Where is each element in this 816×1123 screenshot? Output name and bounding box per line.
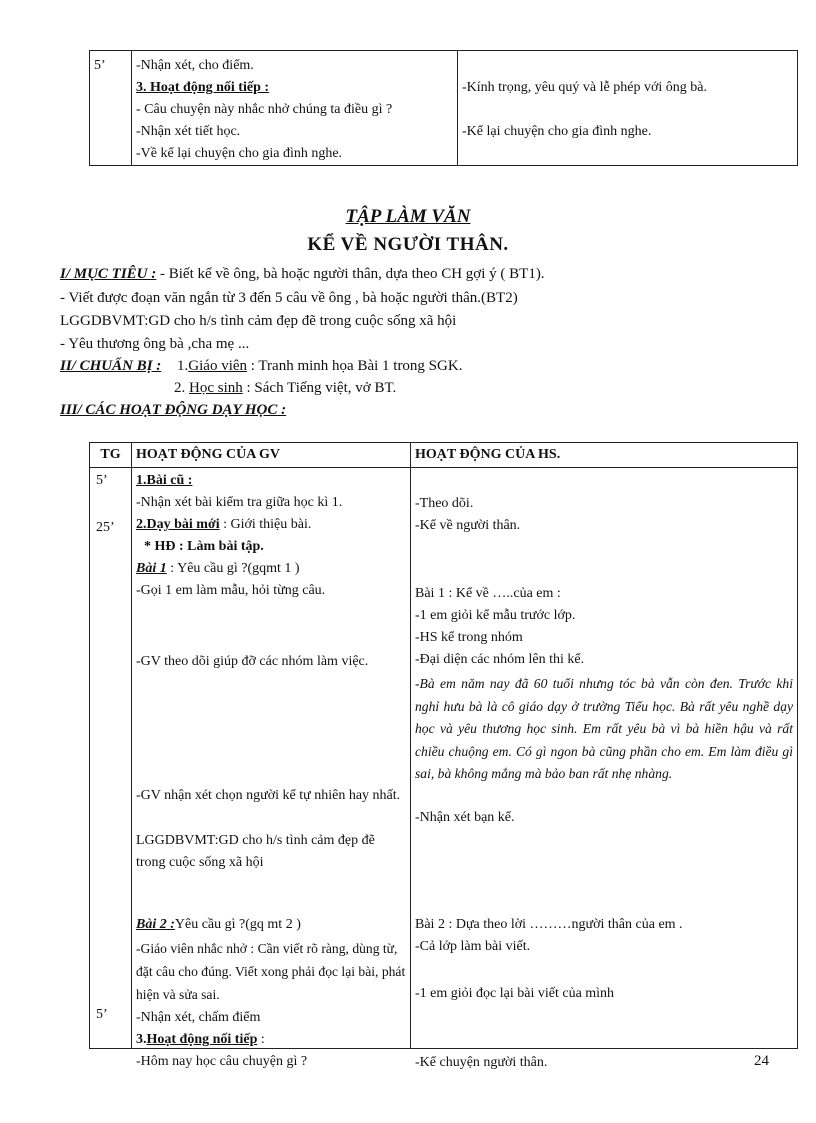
preparation-line-1 — [60, 358, 462, 375]
gv-line: -Nhận xét, cho điểm. — [136, 58, 254, 73]
gv-line: -Hôm nay học câu chuyện gì ? — [136, 1054, 308, 1069]
teacher-num: 1. — [177, 358, 189, 374]
header-tg: TG — [90, 443, 132, 468]
hs-story: -Kể chuyện người thân. — [415, 1055, 548, 1070]
tg-value: 5’ — [96, 1007, 108, 1022]
next-num: 3. — [136, 1032, 147, 1047]
hs-read: -1 em giỏi đọc lại bài viết của mình — [415, 986, 615, 1001]
gv-line: : Giới thiệu bài. — [219, 517, 312, 532]
gv-line: -Về kể lại chuyện cho gia đình nghe. — [136, 146, 343, 161]
gv-line: -Nhận xét bài kiểm tra giữa học kì 1. — [136, 495, 343, 510]
top-activity-table — [89, 50, 798, 166]
hs-sample-story: -Bà em năm nay đã 60 tuổi nhưng tóc bà vẫn còn đen. Trước khi nghỉ hưu bà là cô giáo dạy ở trường Tiểu học. Bà rất yêu nghề dạy học và yêu thương học sinh. Em rất yêu bà vì bà hiền hậu và rất chiều chuộng em. Có gì ngon bà cũng phần cho em. Em làm điều gì sai, bà không mắng mà bảo ban rất nhẹ nhàng. — [415, 676, 793, 781]
hs-line: -Kể về người thân. — [415, 518, 521, 533]
lesson-subject: TẬP LÀM VĂN — [345, 206, 471, 227]
objectives-line-3: LGGDBVMT:GD cho h/s tình cảm đẹp đẽ trong cuộc sống xã hội — [60, 313, 457, 329]
objectives-label: I/ MỤC TIÊU : — [60, 266, 157, 282]
top-hs-cell — [458, 51, 798, 166]
hs-line: -Kể lại chuyện cho gia đình nghe. — [462, 124, 652, 139]
header-hs: HOẠT ĐỘNG CỦA HS. — [411, 443, 798, 468]
hd-heading: * HĐ : Làm bài tập. — [144, 539, 264, 554]
preparation-label: II/ CHUẨN BỊ : — [60, 358, 162, 374]
objectives-line-1 — [60, 266, 545, 283]
gv-remind: -Giáo viên nhắc nhở : Cần viết rõ ràng, dùng từ, đặt câu cho đúng. Viết xong phải đọc lại bài, phát hiện và sửa sai. — [136, 941, 406, 1002]
hs-line: -Theo dõi. — [415, 496, 474, 511]
gv-lggd: LGGDBVMT:GD cho h/s tình cảm đẹp đẽ trong cuộc sống xã hội — [136, 833, 375, 870]
top-time-cell — [90, 51, 132, 166]
gv-line: Yêu cầu gì ?(gq mt 2 ) — [174, 917, 301, 932]
gv-line: : Yêu cầu gì ?(gqmt 1 ) — [166, 561, 300, 576]
tg-value: 25’ — [96, 520, 115, 535]
preparation-line-2 — [174, 380, 396, 397]
new-lesson-heading: 2.Dạy bài mới — [136, 517, 220, 532]
teacher-text: : Tranh minh họa Bài 1 trong SGK. — [247, 358, 463, 374]
hs-line: -1 em giỏi kể mẫu trước lớp. — [415, 608, 576, 623]
gv-line: -Nhận xét, chấm điểm — [136, 1010, 261, 1025]
student-text: : Sách Tiếng việt, vở BT. — [242, 380, 397, 396]
hs-line: -Cả lớp làm bài viết. — [415, 939, 531, 954]
header-gv: HOẠT ĐỘNG CỦA GV — [132, 443, 411, 468]
next-colon: : — [257, 1032, 265, 1047]
next-heading: Hoạt động nối tiếp — [146, 1032, 258, 1047]
tg-value: 5’ — [96, 473, 108, 488]
hs-line: -HS kể trong nhóm — [415, 630, 523, 645]
hs-line: -Kính trọng, yêu quý và lễ phép với ông bà. — [462, 80, 707, 95]
gv-follow: -GV theo dõi giúp đỡ các nhóm làm việc. — [136, 654, 369, 669]
objectives-text: - Biết kể về ông, bà hoặc người thân, dựa theo CH gợi ý ( BT1). — [156, 266, 545, 282]
gv-line: - Câu chuyện này nhắc nhở chúng ta điều gì ? — [136, 102, 393, 117]
teacher-label: Giáo viên — [188, 358, 248, 374]
bai1-heading: Bài 1 — [136, 561, 167, 576]
tg-cell — [90, 468, 132, 1049]
gv-cell — [132, 468, 411, 1069]
hs-line: Bài 1 : Kể về …..của em : — [415, 586, 561, 601]
hs-line: -Đại diện các nhóm lên thi kể. — [415, 652, 585, 667]
time-value: 5’ — [94, 58, 106, 73]
gv-section-heading: 3. Hoạt động nối tiếp : — [136, 80, 270, 95]
activities-heading: III/ CÁC HOẠT ĐỘNG DẠY HỌC : — [60, 402, 287, 418]
gv-line: -Gọi 1 em làm mẫu, hỏi từng câu. — [136, 583, 326, 598]
student-num: 2. — [174, 380, 189, 396]
hs-line: Bài 2 : Dựa theo lời ………người thân của em . — [415, 917, 683, 932]
gv-choose: -GV nhận xét chọn người kể tự nhiên hay nhất. — [136, 788, 401, 803]
hs-comment: -Nhận xét bạn kể. — [415, 810, 515, 825]
student-label: Học sinh — [189, 380, 243, 396]
objectives-line-4: - Yêu thương ông bà ,cha mẹ ... — [60, 336, 250, 352]
old-lesson-heading: 1.Bài cũ : — [136, 473, 193, 488]
page-number: 24 — [754, 1053, 769, 1069]
objectives-line-2: - Viết được đoạn văn ngắn từ 3 đến 5 câu về ông , bà hoặc người thân.(BT2) — [60, 290, 518, 306]
top-gv-cell — [132, 51, 458, 166]
bai2-heading: Bài 2 : — [136, 917, 175, 932]
gv-line: -Nhận xét tiết học. — [136, 124, 241, 139]
lesson-title: KỂ VỀ NGƯỜI THÂN. — [307, 234, 509, 255]
